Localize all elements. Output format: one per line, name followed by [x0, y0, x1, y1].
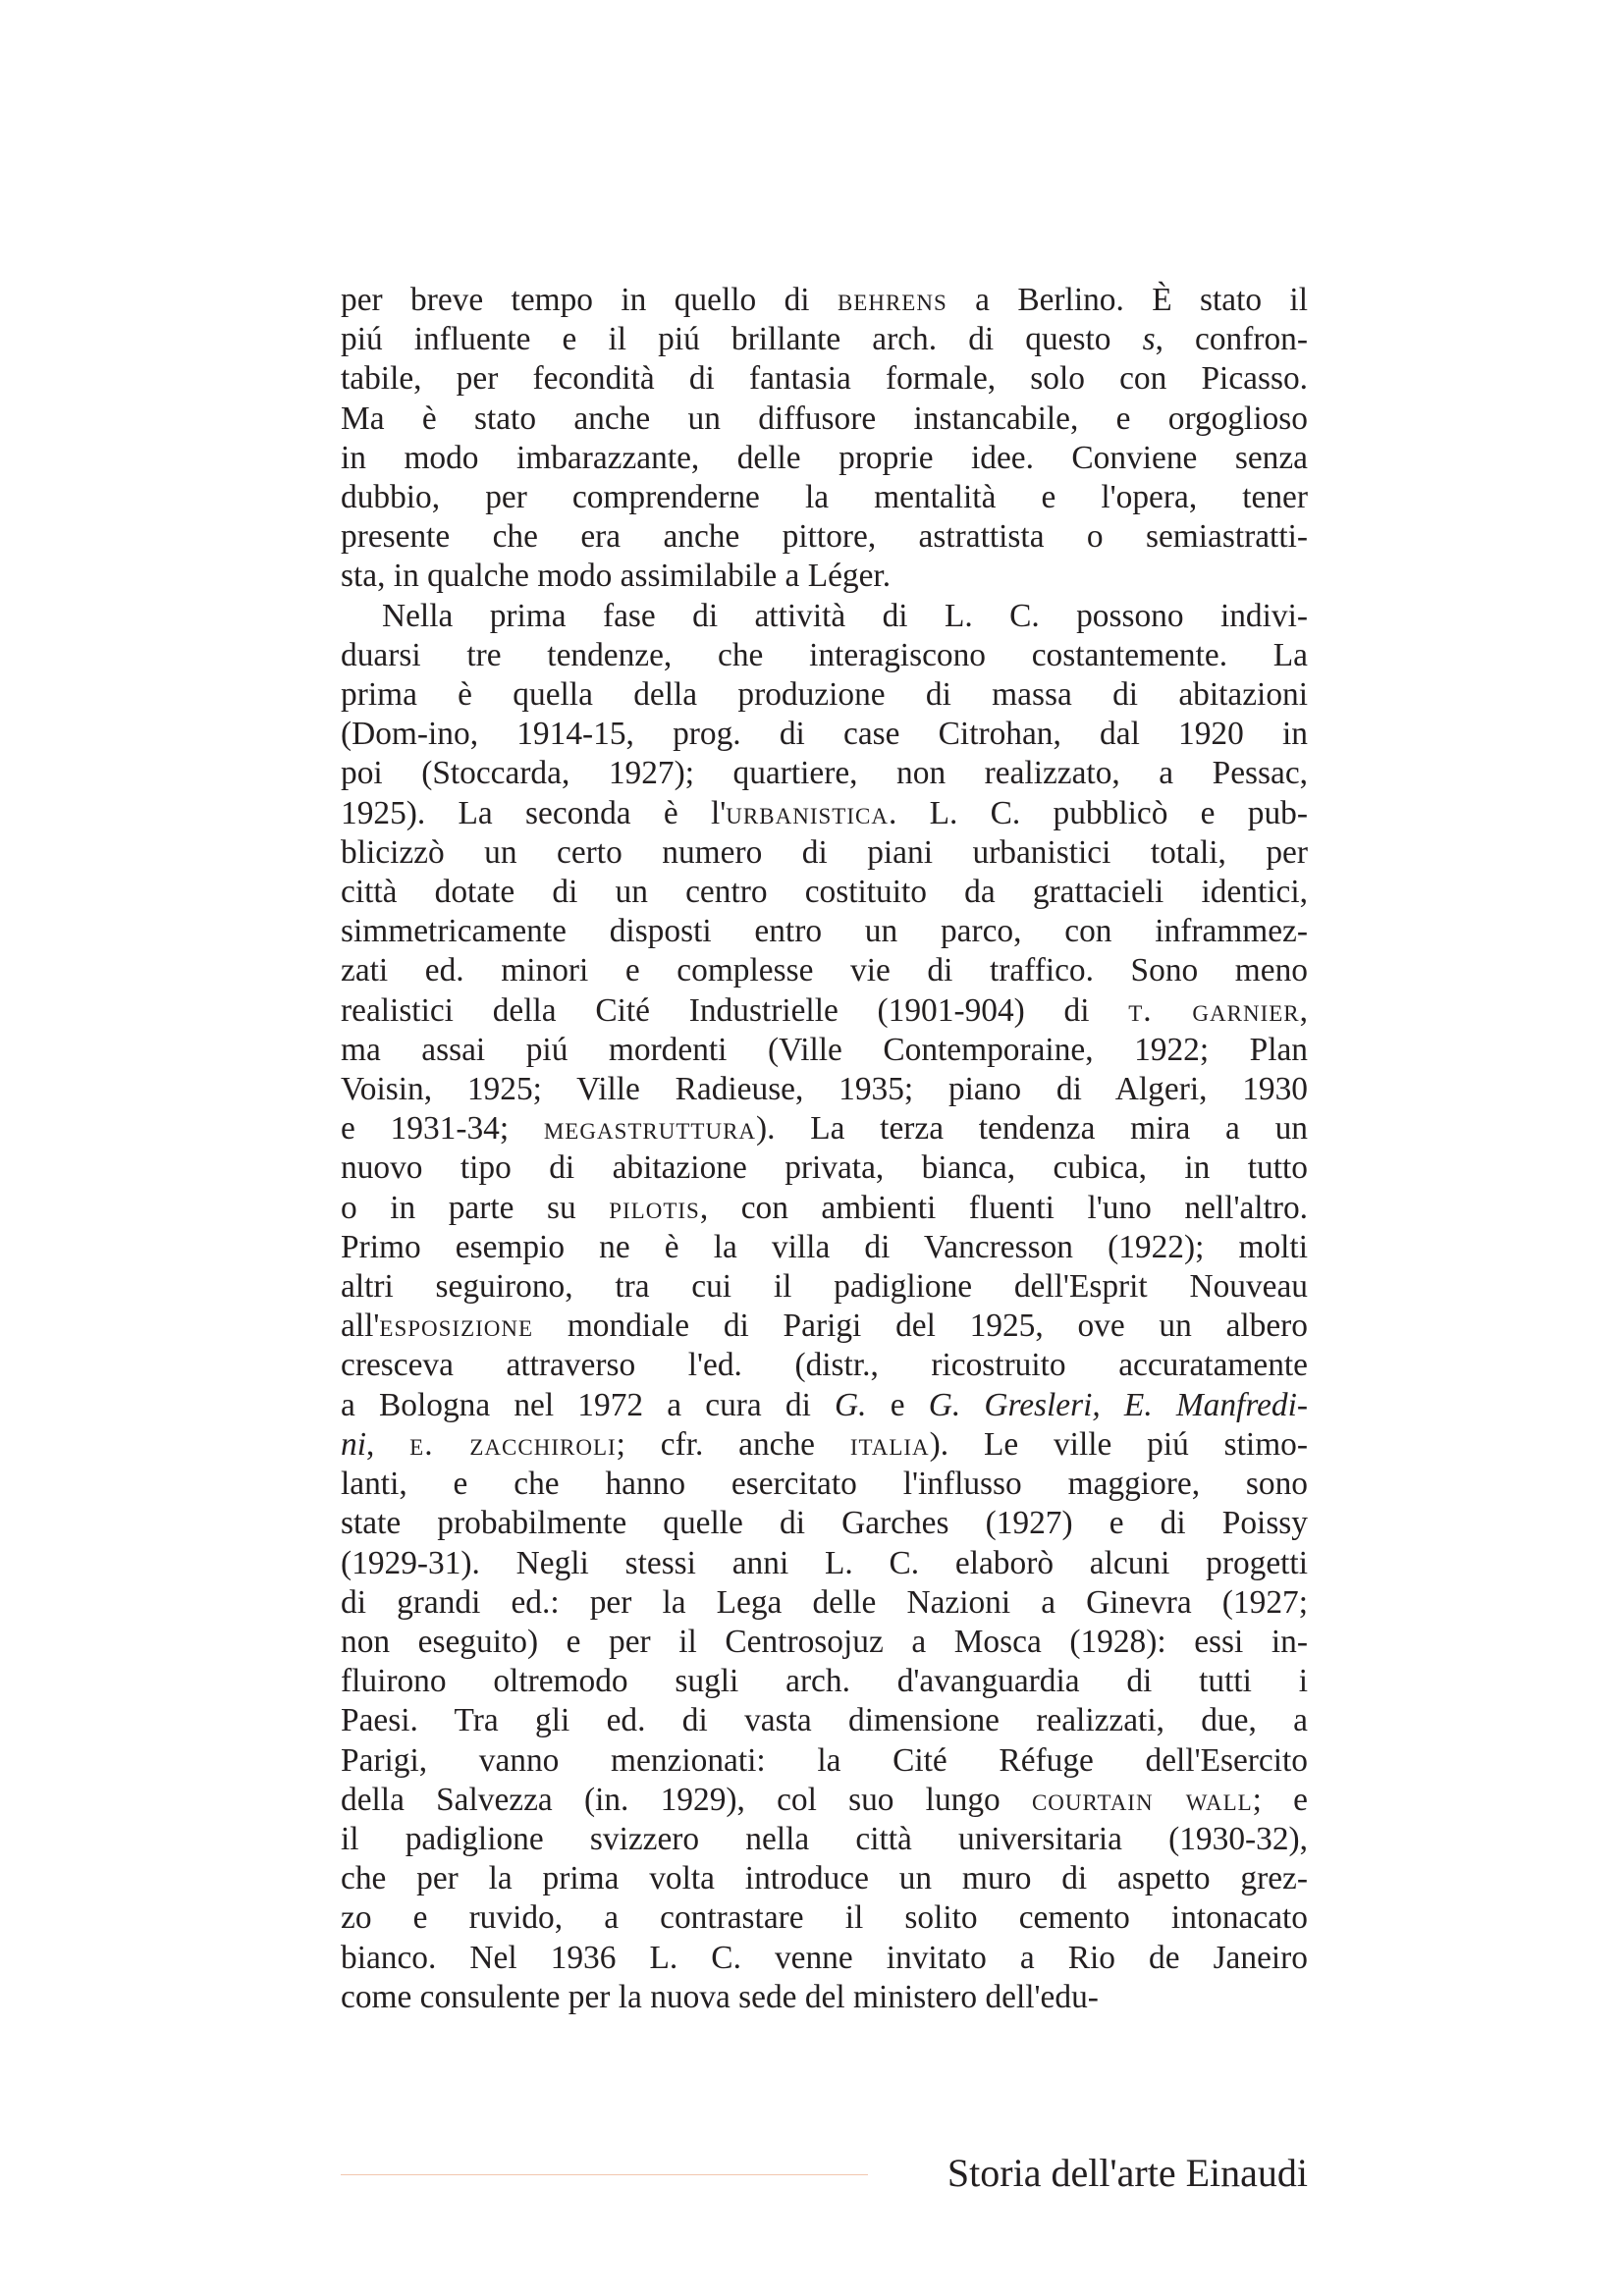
text-run: mondiale di Parigi del 1925, ove un albero	[533, 1308, 1308, 1345]
text-run: state probabilmente quelle di Garches (1927) e di Poissy	[341, 1505, 1308, 1542]
text-line	[341, 675, 1308, 715]
text-line	[341, 1109, 1308, 1148]
text-run: per breve tempo in quello di	[341, 282, 838, 318]
text-line	[341, 873, 1308, 912]
text-run: prima è quella della produzione di massa di abitazioni	[341, 676, 1308, 714]
text-run: realistici della Cité Industrielle (1901-904) di	[341, 991, 1129, 1029]
text-line	[341, 1307, 1308, 1346]
text-run: ma assai piú mordenti (Ville Contemporaine, 1922; Plan	[341, 1031, 1308, 1068]
text-line	[341, 794, 1308, 833]
text-run: piú influente e il piú brillante arch. di questo	[341, 321, 1143, 358]
text-run: Ma è stato anche un diffusore instancabile, e orgoglioso	[341, 400, 1308, 437]
text-run: zati ed. minori e complesse vie di traffico. Sono meno	[341, 952, 1308, 989]
text-run: il padiglione svizzero nella città universitaria (1930-32),	[341, 1820, 1308, 1857]
text-line	[341, 478, 1308, 517]
text-run: a Bologna nel 1972 a cura di	[341, 1386, 836, 1423]
text-run: (Dom-ino, 1914-15, prog. di case Citrohan, dal 1920 in	[341, 716, 1308, 753]
text-run: simmetricamente disposti entro un parco, con inframmez-	[341, 913, 1308, 950]
text-run: o in parte su	[341, 1189, 610, 1226]
text-line	[341, 1189, 1308, 1228]
text-run: altri seguirono, tra cui il padiglione dell'Esprit Nouveau	[341, 1268, 1308, 1306]
text-run: Parigi, vanno menzionati: la Cité Réfuge dell'Esercito	[341, 1741, 1308, 1779]
small-caps-reference: t. garnier	[1128, 991, 1300, 1029]
text-run: di grandi ed.: per la Lega delle Nazioni a Ginevra (1927;	[341, 1583, 1308, 1621]
text-line	[341, 1148, 1308, 1188]
text-line	[341, 1781, 1308, 1820]
text-run: della Salvezza (in. 1929), col suo lungo	[341, 1781, 1032, 1818]
text-line	[341, 951, 1308, 990]
text-run: blicizzò un certo numero di piani urbanistici totali, per	[341, 833, 1308, 871]
text-line	[341, 1623, 1308, 1662]
text-run: ). Le ville piú stimo-	[929, 1425, 1308, 1463]
text-line	[341, 1346, 1308, 1385]
text-run: e	[866, 1386, 929, 1423]
text-line	[341, 1583, 1308, 1623]
small-caps-reference: pilotis	[609, 1189, 700, 1226]
text-run: come consulente per la nuova sede del ministero dell'edu-	[341, 1978, 1099, 2015]
text-run: Nella prima fase di attività di L. C. possono indivi-	[382, 597, 1308, 634]
text-run: cresceva attraverso l'ed. (distr., ricostruito accuratamente	[341, 1347, 1308, 1384]
text-line	[341, 557, 1308, 596]
small-caps-reference: courtain wall	[1031, 1781, 1253, 1818]
text-line	[341, 1820, 1308, 1859]
text-run: . L. C. pubblicò e pub-	[888, 794, 1309, 831]
text-run: dubbio, per comprenderne la mentalità e l'opera, tener	[341, 479, 1308, 516]
text-line	[341, 1386, 1308, 1425]
text-line	[341, 1741, 1308, 1781]
text-run: , con ambienti fluenti l'uno nell'altro.	[699, 1189, 1309, 1226]
text-run: ; e	[1252, 1781, 1308, 1818]
text-run: a Berlino. È stato il	[947, 282, 1308, 318]
text-run: Paesi. Tra gli ed. di vasta dimensione realizzati, due, a	[341, 1702, 1308, 1739]
text-run: all'	[341, 1308, 380, 1345]
text-line	[341, 1267, 1308, 1307]
text-line	[341, 1662, 1308, 1701]
text-line	[341, 359, 1308, 399]
text-line	[341, 1504, 1308, 1543]
small-caps-reference: megastruttura	[543, 1110, 757, 1148]
text-run: (1929-31). Negli stessi anni L. C. elaborò alcuni progetti	[341, 1544, 1308, 1581]
text-line	[341, 833, 1308, 873]
text-run: Primo esempio ne è la villa di Vancresson (1922); molti	[341, 1228, 1308, 1265]
text-run: nuovo tipo di abitazione privata, bianca, cubica, in tutto	[341, 1149, 1308, 1187]
text-line	[341, 281, 1308, 320]
text-run: lanti, e che hanno esercitato l'influsso maggiore, sono	[341, 1466, 1308, 1503]
text-line	[341, 1070, 1308, 1109]
footer-title: Storia dell'arte Einaudi	[947, 2151, 1308, 2195]
footer-rule	[341, 2174, 868, 2175]
text-run: tabile, per fecondità di fantasia formale, solo con Picasso.	[341, 360, 1308, 398]
text-run: 1925). La seconda è l'	[341, 794, 727, 831]
text-run: ; cfr. anche	[616, 1425, 850, 1463]
text-run: zo e ruvido, a contrastare il solito cemento intonacato	[341, 1899, 1308, 1937]
text-line	[341, 754, 1308, 793]
text-run: presente che era anche pittore, astrattista o semiastratti-	[341, 518, 1308, 556]
text-line	[341, 1898, 1308, 1938]
text-run: città dotate di un centro costituito da grattacieli identici,	[341, 874, 1308, 911]
text-line	[341, 517, 1308, 557]
text-run: , confron-	[1155, 321, 1308, 358]
text-run: fluirono oltremodo sugli arch. d'avanguardia di tutti i	[341, 1663, 1308, 1700]
text-run: che per la prima volta introduce un muro di aspetto grez-	[341, 1860, 1308, 1897]
text-line	[341, 1978, 1308, 2017]
text-line	[341, 1425, 1308, 1465]
text-run: ). La terza tendenza mira a un	[756, 1110, 1308, 1148]
text-line	[341, 1859, 1308, 1898]
italic-text: G. Gresleri, E. Manfredi-	[928, 1386, 1308, 1423]
small-caps-reference: e. zacchiroli	[409, 1425, 617, 1463]
text-run: poi (Stoccarda, 1927); quartiere, non realizzato, a Pessac,	[341, 755, 1308, 792]
text-run: non eseguito) e per il Centrosojuz a Mosca (1928): essi in-	[341, 1623, 1308, 1660]
text-run: duarsi tre tendenze, che interagiscono costantemente. La	[341, 636, 1308, 673]
text-line	[341, 1228, 1308, 1267]
text-run: Voisin, 1925; Ville Radieuse, 1935; piano di Algeri, 1930	[341, 1071, 1308, 1108]
text-line	[341, 912, 1308, 951]
italic-text: G.	[835, 1386, 867, 1423]
text-line	[341, 1544, 1308, 1583]
text-run: in modo imbarazzante, delle proprie idee. Conviene senza	[341, 439, 1308, 476]
small-caps-reference: behrens	[837, 282, 947, 318]
text-line	[341, 1465, 1308, 1504]
text-run: ,	[365, 1425, 410, 1463]
text-line	[341, 1031, 1308, 1070]
body-text	[341, 281, 1308, 2017]
text-line	[341, 636, 1308, 675]
small-caps-reference: esposizione	[379, 1308, 534, 1345]
text-run: ,	[1299, 991, 1308, 1029]
small-caps-reference: italia	[849, 1425, 930, 1463]
text-line	[341, 991, 1308, 1031]
text-line	[341, 597, 1308, 636]
text-line	[341, 439, 1308, 478]
text-run: sta, in qualche modo assimilabile a Léger.	[341, 558, 892, 595]
text-line	[341, 1939, 1308, 1978]
text-run: bianco. Nel 1936 L. C. venne invitato a Rio de Janeiro	[341, 1939, 1308, 1976]
text-line	[341, 400, 1308, 439]
text-line	[341, 320, 1308, 359]
italic-text: s	[1142, 321, 1156, 358]
text-line	[341, 1701, 1308, 1740]
text-line	[341, 715, 1308, 754]
italic-text: ni	[341, 1425, 366, 1463]
text-run: e 1931-34;	[341, 1110, 544, 1148]
small-caps-reference: urbanistica	[726, 794, 889, 831]
